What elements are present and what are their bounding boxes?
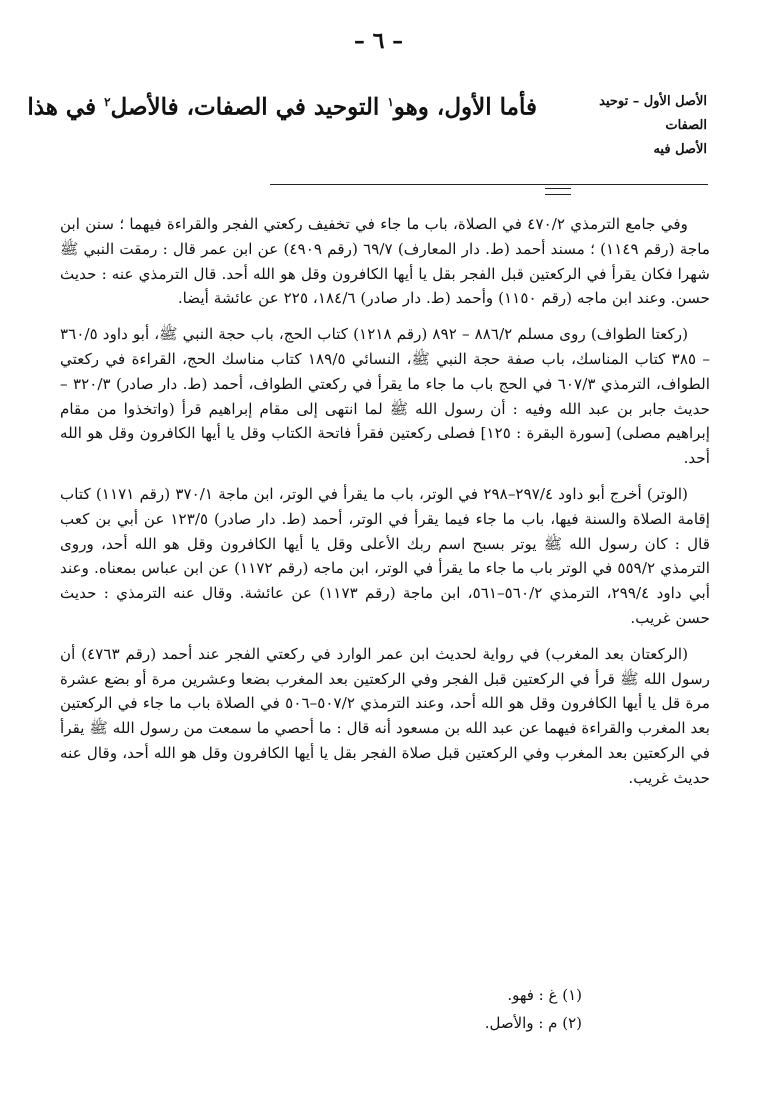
continuation-mark [545,188,571,195]
main-text-part: التوحيد في الصفات، فالأصل [110,93,388,121]
note-paragraph: (الركعتان بعد المغرب) في رواية لحديث ابن عمر الوارد في ركعتي الفجر عند أحمد (رقم ٤٧٦٣) أن رسول الله ﷺ قرأ في الركعتين قبل الفجر وفي الركعتين بعد المغرب بضعا وعشرين مرة أو بضع عشرة مرة قل يا أيها الكافرون وقل هو الله أحد، وعند الترمذي ٥٠٧/٢–٥٠٦ في الصلاة باب ما جاء في الركعتين بعد المغرب والقراءة فيهما عن عبد الله بن مسعود أنه قال : ما أحصي ما سمعت من رسول الله ﷺ يقرأ في الركعتين بعد المغرب وفي الركعتين قبل صلاة الفجر بقل يا أيها الكافرون وقل هو الله أحد، وقال عنه حديث غريب. [60,644,710,787]
note-paragraph: وفي جامع الترمذي ٤٧٠/٢ في الصلاة، باب ما جاء في تخفيف ركعتي الفجر والقراءة فيهما ؛ سنن ابن ماجة (رقم ١١٤٩) ؛ مسند أحمد (ط. دار المعارف) ٦٩/٧ (رقم ٤٩٠٩) عن ابن عمر قال : رمقت النبي ﷺ شهرا فكان يقرأ في الركعتين قبل الفجر بقل يا أيها الكافرون وقل هو الله أحد. قال الترمذي عنه : حديث حسن. وعند ابن ماجه (رقم ١١٥٠) وأحمد (ط. دار صادر) ١٨٤/٦، ٢٢٥ عن عائشة أيضا. [60,215,710,308]
footnote: (٢) م : والأصل. [484,1014,582,1032]
footnote-block [60,212,710,802]
footnote-ref: ٢ [104,95,111,109]
variant-footnotes [382,981,582,1037]
note-paragraph: (الوتر) أخرج أبو داود ٢٩٧/٤–٢٩٨ في الوتر، باب ما يقرأ في الوتر، ابن ماجة ٣٧٠/١ (رقم ١١٧١) كتاب إقامة الصلاة والسنة فيها، باب ما جاء فيما يقرأ في الوتر، أحمد (ط. دار صادر) ١٢٣/٥ عن أبي بن كعب قال : كان رسول الله ﷺ يوتر بسبح اسم ربك الأعلى وقل يا أيها الكافرون وقل هو الله أحد، وروى الترمذي ٥٥٩/٢ في الوتر باب ما جاء ما يقرأ في الوتر، ابن ماجه (رقم ١١٧٢) عن ابن عباس بمعناه. وعند أبي داود ٢٩٩/٤، الترمذي ٥٦٠/٢–٥٦١، ابن ماجة (رقم ١١٧٣) عن عائشة. وقال عنه الترمذي : حديث حسن غريب. [60,484,710,627]
footnote-ref: ١ [387,95,394,109]
main-text-part: فأما الأول، وهو [393,93,537,121]
main-text-part: في هذا [27,93,105,121]
separator-line [270,184,708,185]
margin-note [577,90,707,162]
main-text-line [27,84,537,126]
margin-note-line: الأصل الأول – توحيد [599,94,707,109]
margin-note-line: الصفات [665,118,707,133]
footnote: (١) غ : فهو. [507,986,582,1004]
page-number: – ٦ – [353,28,404,54]
margin-note-line: الأصل فيه [653,142,707,157]
note-paragraph: (ركعتا الطواف) روى مسلم ٨٨٦/٢ – ٨٩٢ (رقم ١٢١٨) كتاب الحج، باب حجة النبي ﷺ، أبو داود ٣٦٠/٥ – ٣٨٥ كتاب المناسك، باب صفة حجة النبي ﷺ، النسائي ١٨٩/٥ كتاب مناسك الحج، القراءة في ركعتي الطواف، الترمذي ٦٠٧/٣ في الحج باب ما جاء ما يقرأ في ركعتي الطواف، أحمد (ط. دار صادر) ٣٢٠/٣ – حديث جابر بن عبد الله وفيه : أن رسول الله ﷺ لما انتهى إلى مقام إبراهيم قرأ (واتخذوا من مقام إبراهيم مصلى) [سورة البقرة : ١٢٥] فصلى ركعتين فقرأ فاتحة الكتاب وقل يا أيها الكافرون وقل هو الله أحد. [60,325,711,468]
